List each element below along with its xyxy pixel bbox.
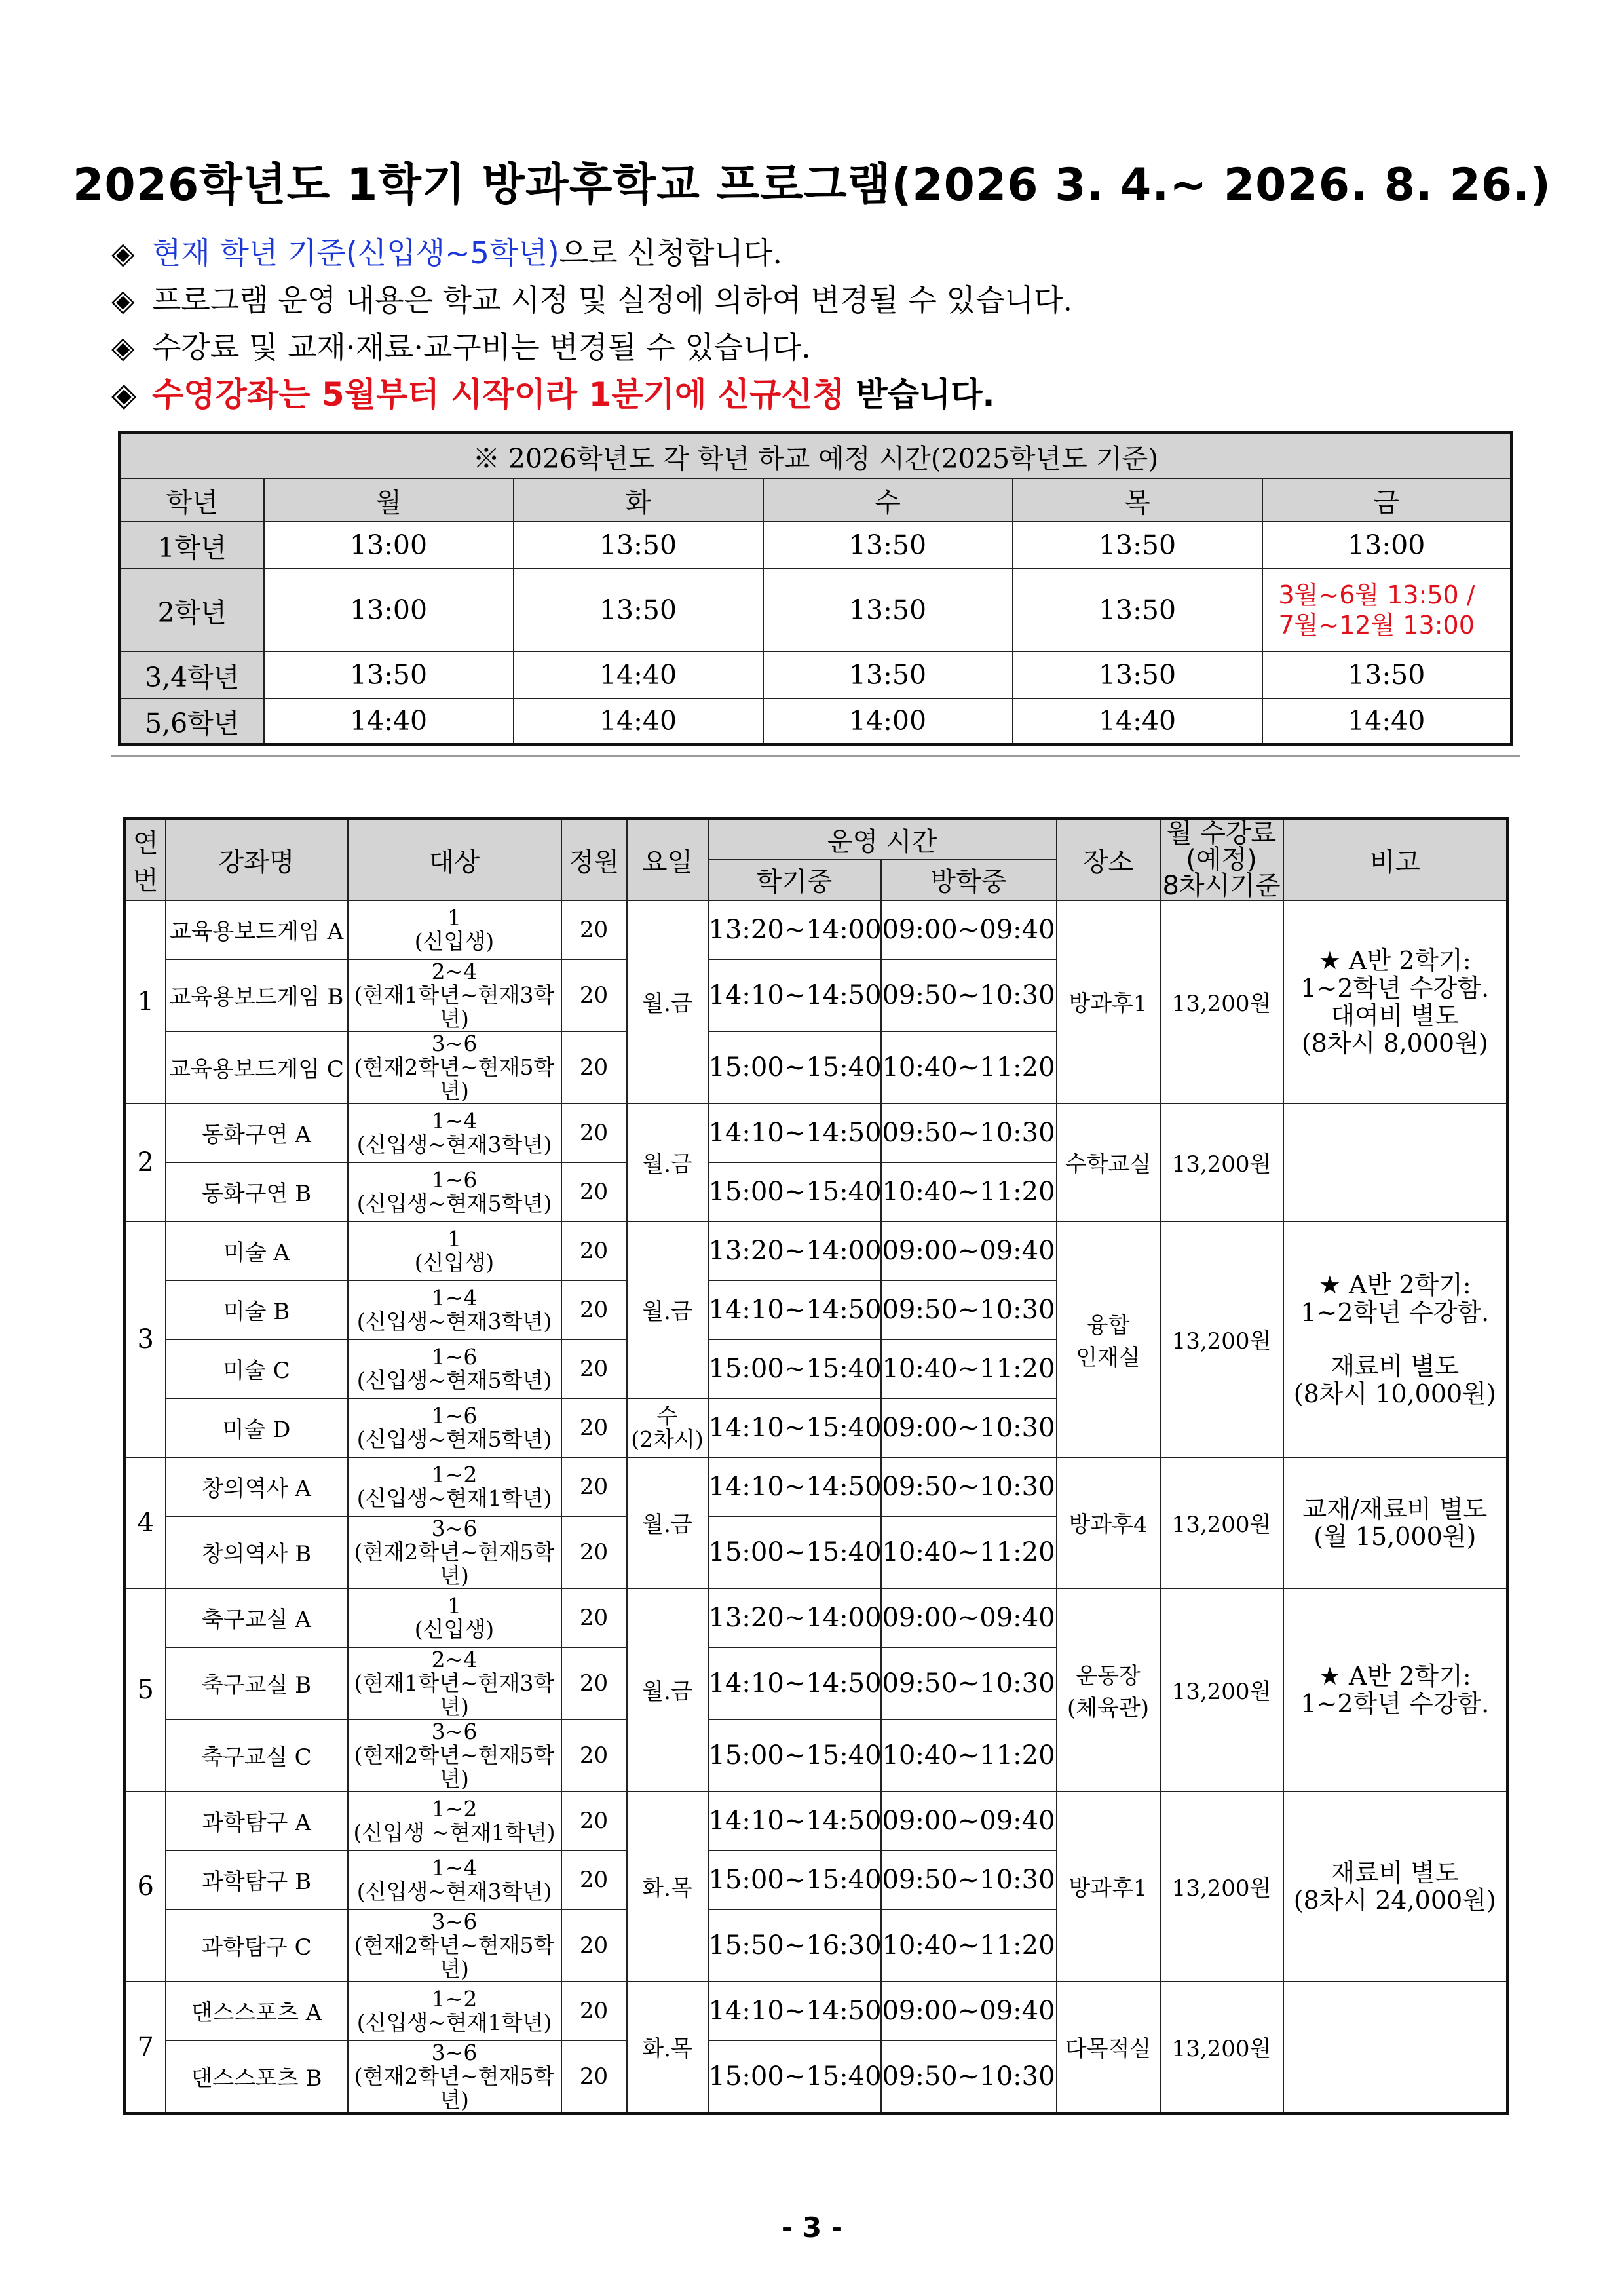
- program-name: 동화구연 A: [166, 1103, 348, 1162]
- semester-time: 13:20~14:00: [708, 1588, 881, 1647]
- header-fee: [1160, 819, 1283, 900]
- program-day: 월.금: [627, 1103, 708, 1221]
- program-capacity: 20: [561, 1719, 627, 1791]
- fri-g2-line1: 3월~6월 13:50 /: [1278, 581, 1475, 609]
- header-day: 요일: [627, 819, 708, 900]
- vacation-time: 10:40~11:20: [881, 1909, 1057, 1981]
- fri-g2-line2: 7월~12월 13:00: [1278, 611, 1475, 640]
- target-range: (현재2학년~현재5학년): [354, 2063, 555, 2113]
- program-capacity: 20: [561, 1398, 627, 1457]
- table-row: [125, 1103, 1508, 1162]
- target-grades: 1~6: [431, 1166, 478, 1193]
- semester-time: 15:00~15:40: [708, 2040, 881, 2114]
- place-name: 다목적실: [1065, 2036, 1152, 2062]
- program-target: [348, 1516, 561, 1588]
- notice-4: [111, 371, 1072, 418]
- program-name: 댄스스포츠 B: [166, 2040, 348, 2114]
- program-note: [1283, 1981, 1508, 2114]
- program-capacity: 20: [561, 1909, 627, 1981]
- program-place: [1057, 1457, 1160, 1588]
- notice-1-text: 으로 신청합니다.: [559, 235, 783, 271]
- cell: 14:40: [514, 651, 763, 698]
- day-wed: 수: [656, 1402, 678, 1428]
- program-target: [348, 1457, 561, 1516]
- row-grade: 3,4학년: [120, 651, 264, 698]
- vacation-time: 09:00~09:40: [881, 900, 1057, 959]
- program-day: [627, 1398, 708, 1457]
- notice-4-text: 받습니다.: [844, 375, 995, 413]
- cell: 14:00: [763, 698, 1013, 744]
- diamond-icon: ◈: [111, 330, 135, 365]
- program-name: 창의역사 A: [166, 1457, 348, 1516]
- semester-time: 14:10~14:50: [708, 1280, 881, 1339]
- program-name: 축구교실 C: [166, 1719, 348, 1791]
- note-line: 1~2학년 수강함.: [1300, 1689, 1490, 1718]
- place-line1: 융합: [1086, 1312, 1130, 1339]
- table-row: [125, 1981, 1508, 2040]
- header-capacity: 정원: [561, 819, 627, 900]
- program-name: 미술 A: [166, 1221, 348, 1280]
- program-capacity: 20: [561, 1516, 627, 1588]
- row-grade: 2학년: [120, 569, 264, 651]
- semester-time: 15:00~15:40: [708, 1339, 881, 1398]
- program-place: [1057, 1221, 1160, 1457]
- target-grades: 3~6: [431, 1515, 478, 1541]
- semester-time: 15:50~16:30: [708, 1909, 881, 1981]
- program-place: [1057, 1588, 1160, 1791]
- semester-time: 15:00~15:40: [708, 1162, 881, 1221]
- program-capacity: 20: [561, 1647, 627, 1719]
- target-range: (현재2학년~현재5학년): [354, 1932, 555, 1981]
- cell: 14:40: [514, 698, 763, 744]
- target-range: (신입생~현재1학년): [356, 1485, 552, 1511]
- semester-time: 15:00~15:40: [708, 1719, 881, 1791]
- semester-time: 14:10~14:50: [708, 959, 881, 1031]
- program-target: [348, 900, 561, 959]
- vacation-time: 09:50~10:30: [881, 1280, 1057, 1339]
- program-note: [1283, 900, 1508, 1103]
- program-target: [348, 2040, 561, 2114]
- header-time: 운영 시간: [708, 819, 1057, 860]
- vacation-time: 09:50~10:30: [881, 1850, 1057, 1909]
- semester-time: 15:00~15:40: [708, 1850, 881, 1909]
- program-target: [348, 1031, 561, 1103]
- target-range: (현재2학년~현재5학년): [354, 1742, 555, 1791]
- row-grade: 5,6학년: [120, 698, 264, 744]
- cell: 14:40: [1262, 698, 1512, 744]
- program-name: 교육용보드게임 C: [166, 1031, 348, 1103]
- target-range: (현재1학년~현재3학년): [354, 1670, 555, 1719]
- program-target: [348, 1280, 561, 1339]
- day-sessions: (2차시): [631, 1426, 704, 1452]
- program-number: 1: [125, 900, 166, 1103]
- target-grades: 1~4: [431, 1854, 478, 1881]
- vacation-time: 09:00~09:40: [881, 1791, 1057, 1850]
- program-capacity: 20: [561, 900, 627, 959]
- cell: 13:50: [514, 569, 763, 651]
- target-range: (현재1학년~현재3학년): [354, 982, 555, 1031]
- program-name: 동화구연 B: [166, 1162, 348, 1221]
- table-row: [120, 698, 1512, 744]
- place-name: 방과후1: [1068, 1875, 1148, 1902]
- vacation-time: 10:40~11:20: [881, 1516, 1057, 1588]
- target-grades: 1~4: [431, 1107, 478, 1134]
- program-capacity: 20: [561, 1588, 627, 1647]
- target-grades: 1~2: [431, 1985, 478, 2012]
- place-name: 방과후1: [1068, 991, 1148, 1017]
- cell: 13:00: [264, 569, 514, 651]
- target-range: (현재2학년~현재5학년): [354, 1539, 555, 1588]
- target-grades: 1~6: [431, 1343, 478, 1369]
- target-range: (신입생): [414, 1616, 495, 1642]
- program-day: 월.금: [627, 900, 708, 1103]
- place-name: 방과후4: [1068, 1512, 1148, 1538]
- program-note: [1283, 1457, 1508, 1588]
- program-target: [348, 1103, 561, 1162]
- note-line: (월 15,000원): [1313, 1521, 1477, 1551]
- note-line: 1~2학년 수강함.: [1300, 1297, 1490, 1327]
- program-target: [348, 1588, 561, 1647]
- target-grades: 3~6: [431, 2039, 478, 2065]
- target-range: (신입생): [414, 928, 495, 954]
- program-day: 월.금: [627, 1588, 708, 1791]
- cell: 13:50: [514, 522, 763, 569]
- table-row: [125, 1457, 1508, 1516]
- header-fee-line1: 월 수강료: [1166, 818, 1277, 849]
- target-grades: 1~2: [431, 1461, 478, 1487]
- program-target: [348, 1647, 561, 1719]
- vacation-time: 09:00~10:30: [881, 1398, 1057, 1457]
- program-target: [348, 1791, 561, 1850]
- header-wed: 수: [763, 478, 1013, 522]
- cell: 13:50: [1013, 651, 1262, 698]
- semester-time: 14:10~14:50: [708, 1981, 881, 2040]
- program-target: [348, 1398, 561, 1457]
- header-tue: 화: [514, 478, 763, 522]
- table-row: [125, 900, 1508, 959]
- note-line: 재료비 별도: [1331, 1858, 1460, 1887]
- program-capacity: 20: [561, 959, 627, 1031]
- page-title: 2026학년도 1학기 방과후학교 프로그램(2026 3. 4.~ 2026. 8. 26.): [73, 159, 1551, 211]
- dismissal-caption: ※ 2026학년도 각 학년 하교 예정 시간(2025학년도 기준): [120, 433, 1512, 479]
- program-note: [1283, 1103, 1508, 1221]
- target-range: (신입생~현재5학년): [356, 1426, 552, 1452]
- cell: 14:40: [264, 698, 514, 744]
- header-no: [125, 819, 166, 900]
- target-range: (신입생~현재5학년): [356, 1367, 552, 1393]
- notice-2-text: 프로그램 운영 내용은 학교 시정 및 실정에 의하여 변경될 수 있습니다.: [152, 282, 1073, 318]
- target-grades: 1~4: [431, 1284, 478, 1311]
- diamond-icon: ◈: [111, 282, 135, 318]
- vacation-time: 09:50~10:30: [881, 1647, 1057, 1719]
- program-day: 월.금: [627, 1221, 708, 1398]
- semester-time: 13:20~14:00: [708, 1221, 881, 1280]
- program-day: 화.목: [627, 1791, 708, 1981]
- program-fee: 13,200원: [1160, 1221, 1283, 1457]
- target-grades: 3~6: [431, 1908, 478, 1934]
- header-fee-line3: 8차시기준: [1162, 871, 1281, 902]
- program-capacity: 20: [561, 1031, 627, 1103]
- header-vacation: 방학중: [881, 860, 1057, 900]
- vacation-time: 09:50~10:30: [881, 959, 1057, 1031]
- program-day: 월.금: [627, 1457, 708, 1588]
- cell: 13:50: [264, 651, 514, 698]
- program-name: 과학탐구 A: [166, 1791, 348, 1850]
- target-range: (신입생 ~현재1학년): [353, 1819, 556, 1845]
- program-target: [348, 1850, 561, 1909]
- target-grades: 2~4: [431, 1646, 478, 1672]
- program-place: [1057, 1103, 1160, 1221]
- vacation-time: 10:40~11:20: [881, 1031, 1057, 1103]
- program-number: 3: [125, 1221, 166, 1457]
- program-place: [1057, 900, 1160, 1103]
- program-capacity: 20: [561, 1162, 627, 1221]
- program-target: [348, 1339, 561, 1398]
- program-fee: 13,200원: [1160, 900, 1283, 1103]
- program-number: 5: [125, 1588, 166, 1791]
- header-semester: 학기중: [708, 860, 881, 900]
- header-place: 장소: [1057, 819, 1160, 900]
- vacation-time: 09:00~09:40: [881, 1981, 1057, 2040]
- program-number: 6: [125, 1791, 166, 1981]
- notice-2: [111, 277, 1072, 324]
- notice-3: [111, 324, 1072, 371]
- place-line1: 운동장: [1076, 1662, 1141, 1689]
- table-row: [120, 651, 1512, 698]
- target-range: (신입생~현재3학년): [356, 1308, 552, 1334]
- table-row: [125, 1588, 1508, 1647]
- table-row: [125, 1221, 1508, 1280]
- program-target: [348, 1981, 561, 2040]
- target-range: (신입생): [414, 1249, 495, 1275]
- vacation-time: 09:50~10:30: [881, 2040, 1057, 2114]
- target-grades: 3~6: [431, 1718, 478, 1744]
- program-name: 과학탐구 B: [166, 1850, 348, 1909]
- note-line: (8차시 24,000원): [1293, 1885, 1496, 1915]
- program-name: 과학탐구 C: [166, 1909, 348, 1981]
- table-row: [120, 569, 1512, 651]
- diamond-icon: ◈: [111, 375, 137, 413]
- header-target: 대상: [348, 819, 561, 900]
- vacation-time: 10:40~11:20: [881, 1339, 1057, 1398]
- header-mon: 월: [264, 478, 514, 522]
- target-range: (신입생~현재3학년): [356, 1878, 552, 1904]
- note-line: ★ A반 2학기:: [1318, 946, 1471, 975]
- target-grades: 1: [447, 1225, 461, 1252]
- note-line: 교재/재료비 별도: [1302, 1494, 1488, 1523]
- note-line: (8차시 8,000원): [1301, 1028, 1488, 1058]
- program-name: 미술 C: [166, 1339, 348, 1398]
- target-grades: 3~6: [431, 1030, 478, 1056]
- program-table-body: [125, 819, 1508, 2114]
- header-no-line2: 번: [132, 866, 159, 896]
- program-name: 교육용보드게임 A: [166, 900, 348, 959]
- program-note: [1283, 1791, 1508, 1981]
- program-fee: 13,200원: [1160, 1457, 1283, 1588]
- program-number: 7: [125, 1981, 166, 2114]
- program-name: 창의역사 B: [166, 1516, 348, 1588]
- program-fee: 13,200원: [1160, 1103, 1283, 1221]
- header-fri: 금: [1262, 478, 1512, 522]
- program-name: 미술 D: [166, 1398, 348, 1457]
- vacation-time: 09:50~10:30: [881, 1103, 1057, 1162]
- target-grades: 1: [447, 1592, 461, 1618]
- header-no-line1: 연: [132, 828, 159, 859]
- semester-time: 15:00~15:40: [708, 1516, 881, 1588]
- cell: 14:40: [1013, 698, 1262, 744]
- program-fee: 13,200원: [1160, 1588, 1283, 1791]
- divider: [111, 755, 1520, 757]
- notice-1: [111, 229, 1072, 277]
- header-fee-line2: (예정): [1186, 845, 1257, 875]
- place-name: 수학교실: [1065, 1151, 1152, 1177]
- program-name: 축구교실 A: [166, 1588, 348, 1647]
- table-row: [125, 1791, 1508, 1850]
- program-capacity: 20: [561, 1791, 627, 1850]
- semester-time: 14:10~14:50: [708, 1457, 881, 1516]
- page-number: - 3 -: [781, 2211, 843, 2244]
- vacation-time: 10:40~11:20: [881, 1719, 1057, 1791]
- target-grades: 1~2: [431, 1795, 478, 1822]
- target-range: (신입생~현재3학년): [356, 1131, 552, 1157]
- program-capacity: 20: [561, 1457, 627, 1516]
- semester-time: 15:00~15:40: [708, 1031, 881, 1103]
- program-target: [348, 1909, 561, 1981]
- target-grades: 1: [447, 904, 461, 930]
- target-grades: 1~6: [431, 1402, 478, 1428]
- program-capacity: 20: [561, 1981, 627, 2040]
- program-capacity: 20: [561, 1339, 627, 1398]
- semester-time: 14:10~14:50: [708, 1791, 881, 1850]
- cell: 13:50: [1013, 569, 1262, 651]
- note-line: (8차시 10,000원): [1293, 1379, 1496, 1408]
- program-fee: 13,200원: [1160, 1981, 1283, 2114]
- cell: 13:50: [1262, 651, 1512, 698]
- program-capacity: 20: [561, 2040, 627, 2114]
- note-spacer: [1284, 1326, 1507, 1352]
- target-range: (현재2학년~현재5학년): [354, 1054, 555, 1103]
- program-capacity: 20: [561, 1221, 627, 1280]
- notice-4-highlight: 수영강좌는 5월부터 시작이라 1분기에 신규신청: [152, 375, 844, 413]
- program-place: [1057, 1791, 1160, 1981]
- program-name: 미술 B: [166, 1280, 348, 1339]
- note-line: 재료비 별도: [1331, 1351, 1460, 1381]
- program-name: 교육용보드게임 B: [166, 959, 348, 1031]
- note-line: ★ A반 2학기:: [1318, 1270, 1471, 1299]
- cell: 13:50: [763, 569, 1013, 651]
- header-thu: 목: [1013, 478, 1262, 522]
- program-capacity: 20: [561, 1850, 627, 1909]
- note-line: 1~2학년 수강함.: [1300, 973, 1490, 1003]
- program-capacity: 20: [561, 1280, 627, 1339]
- program-target: [348, 959, 561, 1031]
- notice-list: [111, 229, 1072, 418]
- cell: 13:50: [763, 651, 1013, 698]
- place-line2: 인재실: [1076, 1344, 1141, 1371]
- header-note: 비고: [1283, 819, 1508, 900]
- note-line: 대여비 별도: [1331, 1001, 1460, 1030]
- program-fee: 13,200원: [1160, 1791, 1283, 1981]
- note-line: ★ A반 2학기:: [1318, 1661, 1471, 1691]
- cell: 13:00: [1262, 522, 1512, 569]
- program-target: [348, 1162, 561, 1221]
- program-table: [123, 817, 1509, 2115]
- program-name: 축구교실 B: [166, 1647, 348, 1719]
- vacation-time: 09:50~10:30: [881, 1457, 1057, 1516]
- target-grades: 2~4: [431, 958, 478, 984]
- program-name: 댄스스포츠 A: [166, 1981, 348, 2040]
- program-note: [1283, 1588, 1508, 1791]
- table-row: [120, 522, 1512, 569]
- cell-fri-g2: [1262, 569, 1512, 651]
- vacation-time: 10:40~11:20: [881, 1162, 1057, 1221]
- target-range: (신입생~현재1학년): [356, 2009, 552, 2035]
- program-day: 화.목: [627, 1981, 708, 2114]
- program-place: [1057, 1981, 1160, 2114]
- semester-time: 14:10~14:50: [708, 1647, 881, 1719]
- place-line2: (체육관): [1067, 1694, 1150, 1721]
- semester-time: 13:20~14:00: [708, 900, 881, 959]
- vacation-time: 09:00~09:40: [881, 1221, 1057, 1280]
- target-range: (신입생~현재5학년): [356, 1190, 552, 1216]
- dismissal-time-table: [118, 431, 1513, 746]
- header-grade: 학년: [120, 478, 264, 522]
- program-target: [348, 1719, 561, 1791]
- program-note: [1283, 1221, 1508, 1457]
- vacation-time: 09:00~09:40: [881, 1588, 1057, 1647]
- program-capacity: 20: [561, 1103, 627, 1162]
- program-target: [348, 1221, 561, 1280]
- semester-time: 14:10~14:50: [708, 1103, 881, 1162]
- notice-3-text: 수강료 및 교재·재료·교구비는 변경될 수 있습니다.: [152, 330, 811, 365]
- row-grade: 1학년: [120, 522, 264, 569]
- diamond-icon: ◈: [111, 235, 135, 271]
- semester-time: 14:10~15:40: [708, 1398, 881, 1457]
- program-number: 4: [125, 1457, 166, 1588]
- cell: 13:50: [1013, 522, 1262, 569]
- program-number: 2: [125, 1103, 166, 1221]
- notice-1-highlight: 현재 학년 기준(신입생~5학년): [152, 235, 559, 271]
- cell: 13:50: [763, 522, 1013, 569]
- header-name: 강좌명: [166, 819, 348, 900]
- cell: 13:00: [264, 522, 514, 569]
